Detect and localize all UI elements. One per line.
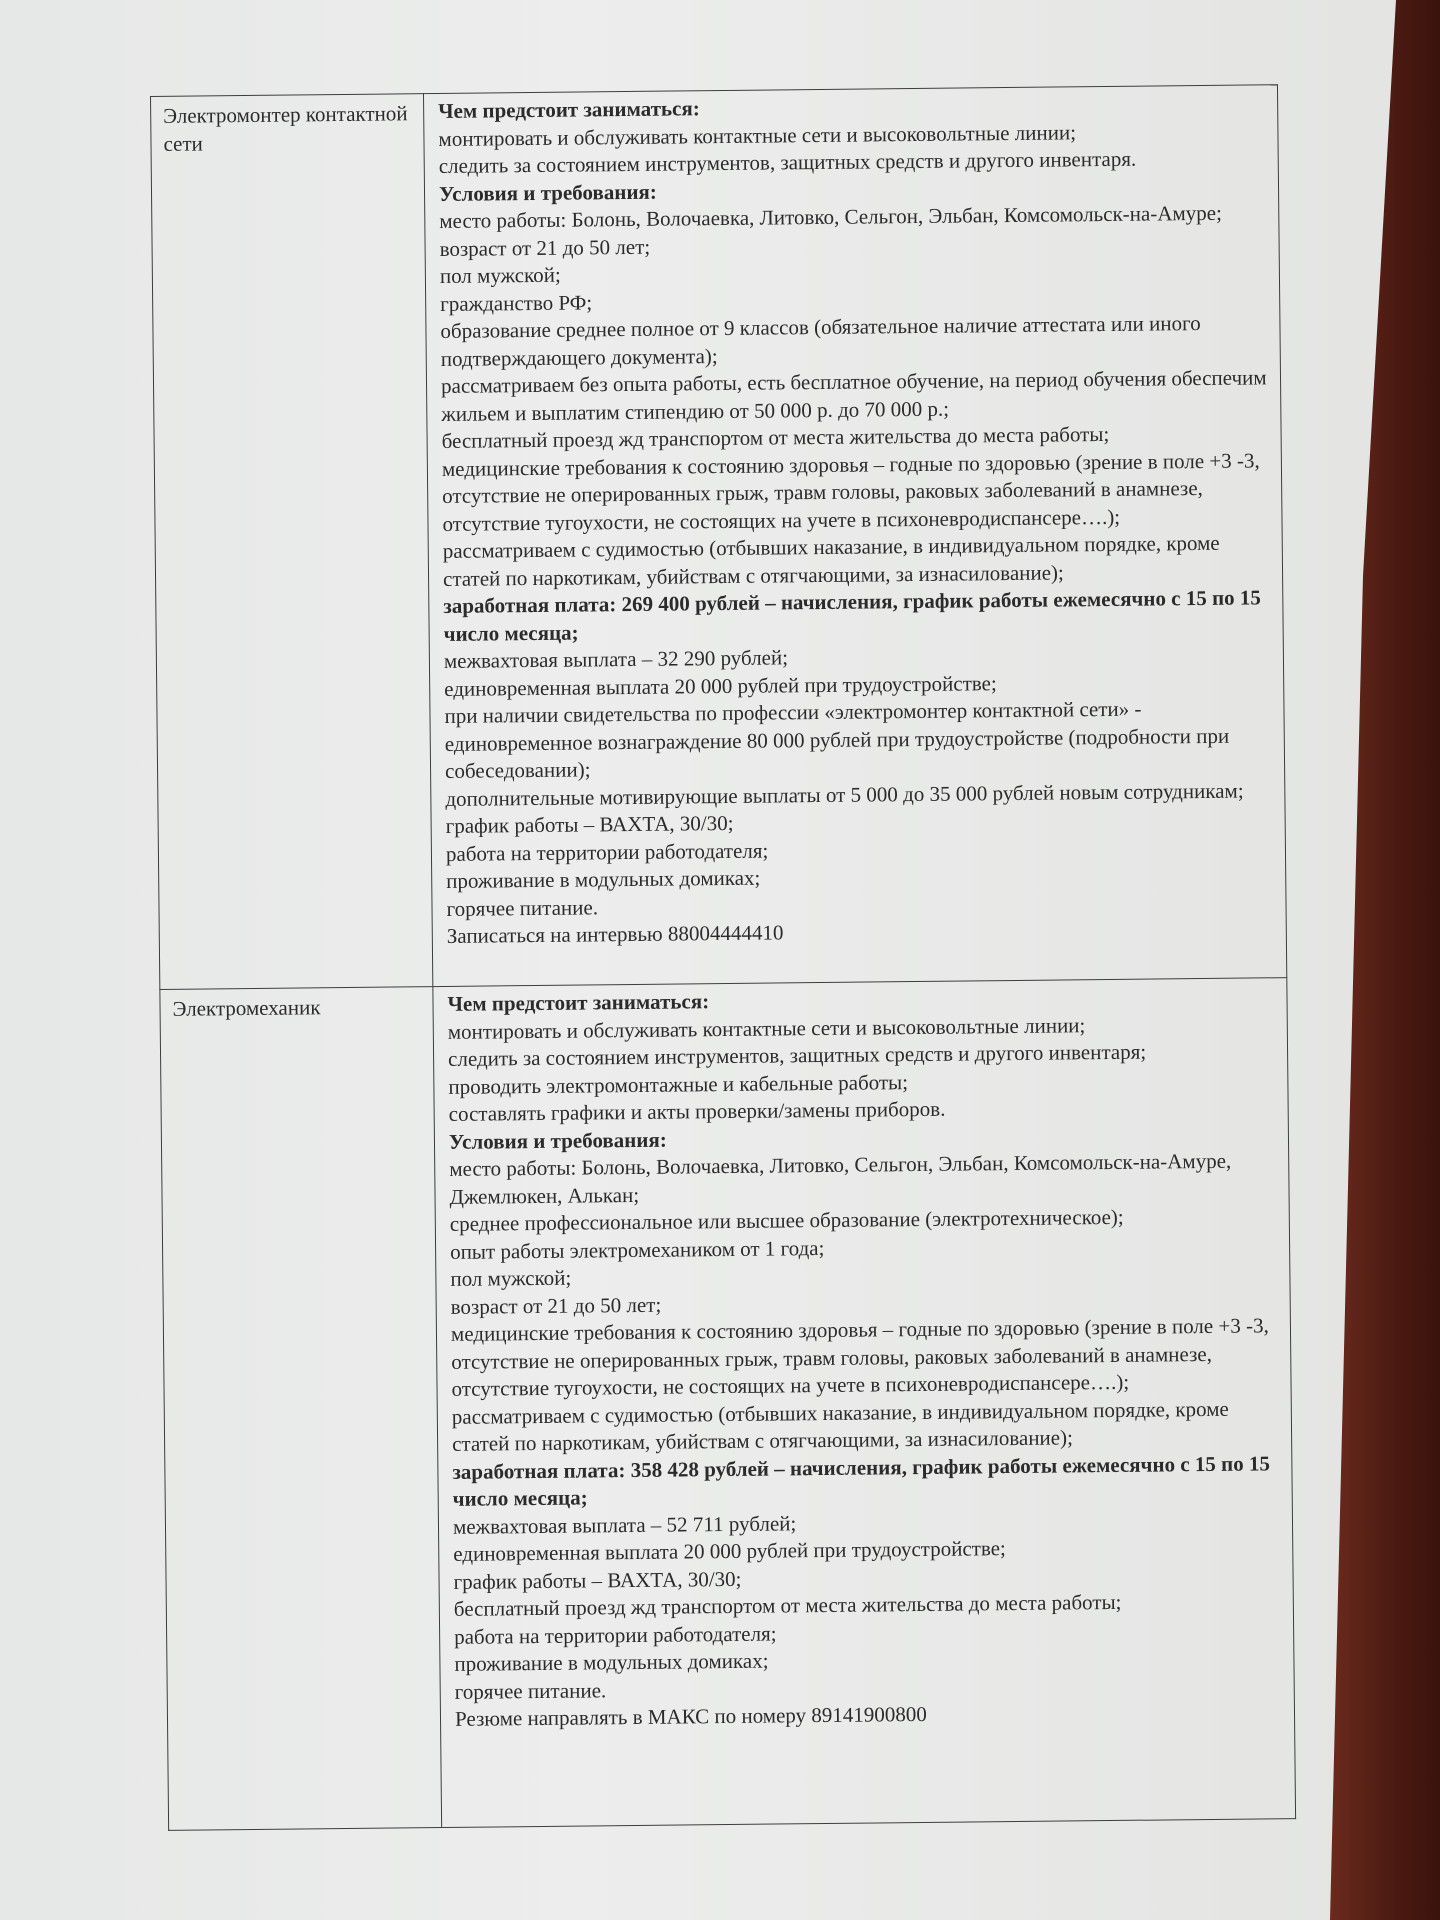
description-line: возраст от 21 до 50 лет; — [450, 1292, 662, 1319]
vacancy-title: Электромеханик — [160, 987, 442, 1831]
description-line: дополнительные мотивирующие выплаты от 5 000 до 35 000 рублей новым сотрудникам; — [445, 778, 1244, 811]
description-line: пол мужской; — [450, 1265, 572, 1291]
section-heading: заработная плата: 358 428 рублей – начисления, график работы ежемесячно с 15 по 15 число месяца; — [452, 1450, 1271, 1511]
description-line: работа на территории работодателя; — [445, 838, 769, 866]
description-line: единовременная выплата 20 000 рублей при трудоустройстве; — [453, 1536, 1006, 1566]
vacancy-row — [160, 978, 1296, 1831]
description-line: составлять графики и акты проверки/замены приборов. — [448, 1096, 946, 1126]
description-line: рассматриваем без опыта работы, есть бесплатное обучение, на период обучения обеспечим жильем и выплатим стипендию от 50 000 р. до 70 000 р.; — [440, 365, 1267, 426]
description-line: образование среднее полное от 9 классов (обязательное наличие аттестата или иного подтверждающего документа); — [440, 311, 1201, 371]
vacancy-description — [433, 978, 1296, 1828]
description-line: медицинские требования к состоянию здоровья – годные по здоровью (зрение в поле +3 -3, отсутствие не оперированных грыж, травм головы, раковых заболеваний в анамнезе, отсутствие тугоухости, не состоящих на учете в психоневродиспансере….); — [450, 1313, 1269, 1401]
description-line: Записаться на интервью 88004444410 — [446, 920, 784, 948]
description-line: график работы – ВАХТА, 30/30; — [453, 1566, 742, 1594]
description-line: проживание в модульных домиках; — [454, 1648, 769, 1676]
description-line: следить за состоянием инструментов, защитных средств и другого инвентаря; — [447, 1039, 1147, 1071]
description-line: возраст от 21 до 50 лет; — [439, 234, 651, 261]
description-line: место работы: Болонь, Волочаевка, Литовко, Сельгон, Эльбан, Комсомольск-на-Амуре, Джемлюкен, Алькан; — [449, 1148, 1232, 1209]
description-line: бесплатный проезд жд транспортом от места жительства до места работы; — [453, 1589, 1122, 1621]
section-heading: Условия и требования: — [448, 1127, 667, 1154]
description-line: работа на территории работодателя; — [454, 1621, 777, 1649]
description-line: следить за состоянием инструментов, защитных средств и другого инвентаря. — [438, 146, 1137, 178]
vacancy-title: Электромонтер контактной сети — [151, 94, 433, 990]
section-heading: Условия и требования: — [438, 179, 657, 206]
description-line: межвахтовая выплата – 32 290 рублей; — [443, 645, 789, 673]
vacancy-table — [150, 84, 1296, 1831]
description-line: бесплатный проезд жд транспортом от места жительства до места работы; — [441, 421, 1110, 453]
description-line: единовременная выплата 20 000 рублей при трудоустройстве; — [444, 670, 997, 701]
description-line: монтировать и обслуживать контактные сети и высоковольтные линии; — [438, 119, 1077, 151]
description-line: график работы – ВАХТА, 30/30; — [445, 810, 734, 838]
description-line: проводить электромонтажные и кабельные работы; — [448, 1069, 909, 1099]
vacancy-description — [423, 85, 1286, 987]
description-line: межвахтовая выплата – 52 711 рублей; — [452, 1510, 797, 1539]
description-line: пол мужской; — [439, 262, 561, 288]
vacancy-row — [151, 85, 1287, 990]
section-heading: Чем предстоит заниматься: — [438, 96, 700, 123]
section-heading: Чем предстоит заниматься: — [447, 989, 710, 1016]
description-line: среднее профессиональное или высшее образование (электротехническое); — [449, 1204, 1124, 1236]
description-line: опыт работы электромехаником от 1 года; — [449, 1235, 825, 1264]
document-sheet — [150, 84, 1318, 1831]
description-line: медицинские требования к состоянию здоровья – годные по здоровью (зрение в поле +3 -3, отсутствие не оперированных грыж, травм головы, раковых заболеваний в анамнезе, отсутствие тугоухости, не состоящих на учете в психоневродиспансере….); — [441, 447, 1260, 536]
description-line: гражданство РФ; — [440, 289, 593, 316]
description-line: рассматриваем с судимостью (отбывших наказание, в индивидуальном порядке, кроме статей по наркотикам, убийствам с отягчающими, за изнасилование); — [442, 530, 1220, 591]
description-line: горячее питание. — [454, 1677, 607, 1704]
description-line: горячее питание. — [446, 894, 599, 921]
description-line: рассматриваем с судимостью (отбывших наказание, в индивидуальном порядке, кроме статей по наркотикам, убийствам с отягчающими, за изнасилование); — [451, 1396, 1229, 1456]
description-line: при наличии свидетельства по профессии «электромонтер контактной сети» - единовременное вознаграждение 80 000 рублей при трудоустройстве (подробности при собеседовании); — [444, 696, 1230, 783]
description-line: Резюме направлять в МАКС по номеру 89141900800 — [454, 1701, 927, 1731]
description-line: монтировать и обслуживать контактные сети и высоковольтные линии; — [447, 1012, 1086, 1044]
section-heading: заработная плата: 269 400 рублей – начисления, график работы ежемесячно с 15 по 15 число месяца; — [443, 585, 1261, 646]
description-line: место работы: Болонь, Волочаевка, Литовко, Сельгон, Эльбан, Комсомольск-на-Амуре; — [439, 200, 1222, 233]
table-edge-background — [1330, 0, 1440, 1920]
description-line: проживание в модульных домиках; — [446, 865, 761, 893]
